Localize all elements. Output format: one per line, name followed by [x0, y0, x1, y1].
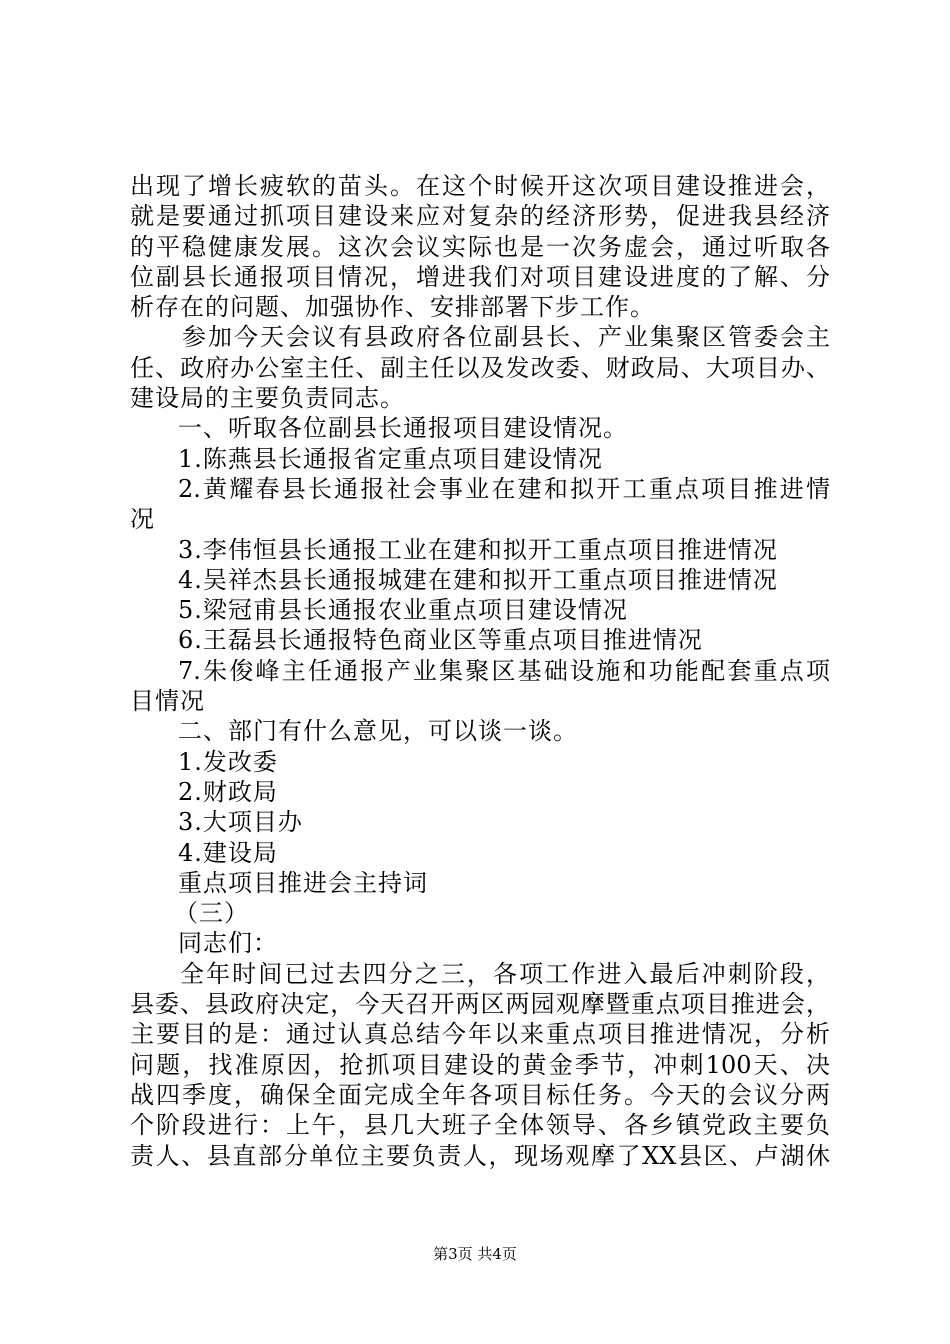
document-body	[130, 171, 830, 1171]
text-line: 建设局的主要负责同志。	[130, 384, 405, 413]
list-item: 1.陈燕县长通报省定重点项目建设情况	[178, 444, 603, 473]
text-line: 参加今天会议有县政府各位副县长、产业集聚区管委会主	[182, 323, 830, 352]
text-line: 就是要通过抓项目建设来应对复杂的经济形势，促进我县经济	[130, 202, 830, 231]
text-line: 县委、县政府决定，今天召开两区两园观摩暨重点项目推进会，	[130, 990, 830, 1019]
text-line: 责人、县直部分单位主要负责人，现场观摩了XX县区、卢湖休	[130, 1141, 830, 1170]
text-line: 主要目的是：通过认真总结今年以来重点项目推进情况，分析	[130, 1020, 830, 1049]
section-heading: 一、听取各位副县长通报项目建设情况。	[178, 414, 628, 443]
text-line: 个阶段进行：上午，县几大班子全体领导、各乡镇党政主要负	[130, 1111, 830, 1140]
text-line: 的平稳健康发展。这次会议实际也是一次务虚会，通过听取各	[130, 232, 830, 261]
list-item: 4.吴祥杰县长通报城建在建和拟开工重点项目推进情况	[178, 565, 778, 594]
list-item-continuation: 目情况	[130, 687, 205, 716]
document-title: 重点项目推进会主持词	[178, 868, 428, 897]
list-item: 3.李伟恒县长通报工业在建和拟开工重点项目推进情况	[178, 535, 778, 564]
list-item: 2.黄耀春县长通报社会事业在建和拟开工重点项目推进情	[178, 474, 830, 503]
salutation: 同志们：	[178, 929, 278, 958]
list-item: 5.梁冠甫县长通报农业重点项目建设情况	[178, 596, 628, 625]
list-item: 4.建设局	[178, 838, 278, 867]
list-item: 7.朱俊峰主任通报产业集聚区基础设施和功能配套重点项	[178, 656, 830, 685]
document-subtitle: （三）	[174, 899, 249, 928]
text-line: 战四季度，确保全面完成全年各项目标任务。今天的会议分两	[130, 1080, 830, 1109]
text-line: 全年时间已过去四分之三，各项工作进入最后冲刺阶段，	[180, 959, 830, 988]
text-line: 问题，找准原因，抢抓项目建设的黄金季节，冲刺100天、决	[130, 1050, 830, 1079]
text-line: 位副县长通报项目情况，增进我们对项目建设进度的了解、分	[130, 262, 830, 291]
text-line: 任、政府办公室主任、副主任以及发改委、财政局、大项目办、	[130, 353, 830, 382]
text-line: 出现了增长疲软的苗头。在这个时候开这次项目建设推进会，	[130, 172, 830, 200]
list-item: 3.大项目办	[178, 808, 303, 837]
section-heading: 二、部门有什么意见，可以谈一谈。	[178, 717, 578, 746]
list-item: 1.发改委	[178, 747, 278, 776]
list-item-continuation: 况	[130, 505, 155, 534]
text-line: 析存在的问题、加强协作、安排部署下步工作。	[130, 293, 655, 322]
page-footer: 第3页 共4页	[433, 1245, 517, 1263]
list-item: 2.财政局	[178, 777, 278, 806]
list-item: 6.王磊县长通报特色商业区等重点项目推进情况	[178, 626, 703, 655]
